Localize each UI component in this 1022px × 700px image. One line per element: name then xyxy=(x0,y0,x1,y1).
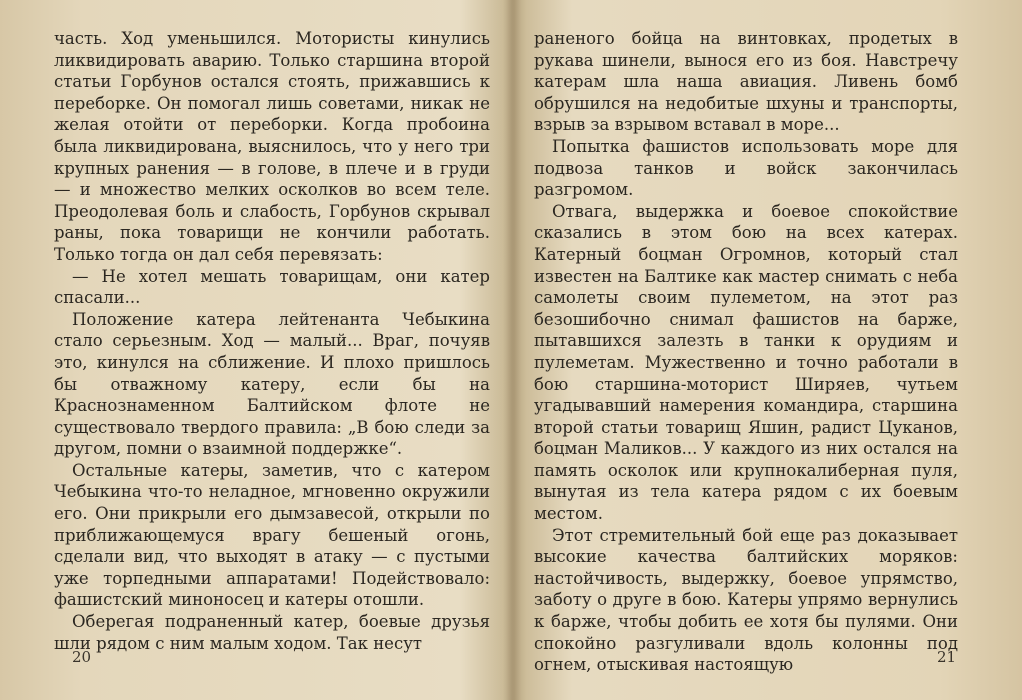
paragraph: Этот стремительный бой еще раз доказывает высокие качества балтийских моряков: настойчивость, выдержку, боевое упрямство, заботу о друге в бою. Катеры упрямо вернулись к барже, чтобы добить ее хотя бы пулями. Они спокойно разгуливали вдоль колонны под огнем, отыскивая настоящую xyxy=(534,525,958,675)
left-page-text xyxy=(54,28,490,654)
paragraph: Попытка фашистов использовать море для подвоза танков и войск закончилась разгромом. xyxy=(534,136,958,200)
paragraph: Положение катера лейтенанта Чебыкина стало серьезным. Ход — малый... Враг, почуяв это, кинулся на сближение. И плохо пришлось бы отважному катеру, если бы на Краснознаменном Балтийском флоте не существовало твердого правила: „В бою следи за другом, помни о взаимной поддержке“. xyxy=(54,309,490,459)
paragraph: Отвага, выдержка и боевое спокойствие сказались в этом бою на всех катерах. Катерный боцман Огромнов, который стал известен на Балтике как мастер снимать с неба самолеты своим пулеметом, на этот раз безошибочно снимал фашистов на барже, пытавшихся залезть в танки к орудиям и пулеметам. Мужественно и точно работали в бою старшина-моторист Ширяев, чутьем угадывавший намерения командира, старшина второй статьи товарищ Яшин, радист Цуканов, боцман Маликов... У каждого из них остался на память осколок или крупнокалиберная пуля, вынутая из тела катера рядом с их боевым местом. xyxy=(534,201,958,524)
paragraph: — Не хотел мешать товарищам, они катер спасали... xyxy=(54,266,490,308)
right-page xyxy=(534,28,958,676)
paragraph: Остальные катеры, заметив, что с катером Чебыкина что-то неладное, мгновенно окружили его. Они прикрыли его дымзавесой, открыли по приближающемуся врагу бешеный огонь, сделали вид, что выходят в атаку — с пустыми уже торпедными аппаратами! Подействовало: фашистский миноносец и катеры отошли. xyxy=(54,460,490,610)
book-gutter xyxy=(503,0,521,700)
page-number-right: 21 xyxy=(937,648,957,666)
page-number-left: 20 xyxy=(72,648,92,666)
paragraph: Оберегая подраненный катер, боевые друзья шли рядом с ним малым ходом. Так несут xyxy=(54,612,490,653)
left-page xyxy=(54,28,490,654)
paragraph: раненого бойца на винтовках, продетых в рукава шинели, вынося его из боя. Навстречу катерам шла наша авиация. Ливень бомб обрушился на недобитые шхуны и транспорты, взрыв за взрывом вставал в море... xyxy=(534,29,958,135)
right-page-text xyxy=(534,28,958,676)
paragraph: часть. Ход уменьшился. Мотористы кинулись ликвидировать аварию. Только старшина второй статьи Горбунов остался стоять, прижавшись к переборке. Он помогал лишь советами, никак не желая отойти от переборки. Когда пробоина была ликвидирована, выяснилось, что у него три крупных ранения — в голове, в плече и в груди — и множество мелких осколков во всем теле. Преодолевая боль и слабость, Горбунов скрывал раны, пока товарищи не кончили работать. Только тогда он дал себя перевязать: xyxy=(54,29,490,264)
